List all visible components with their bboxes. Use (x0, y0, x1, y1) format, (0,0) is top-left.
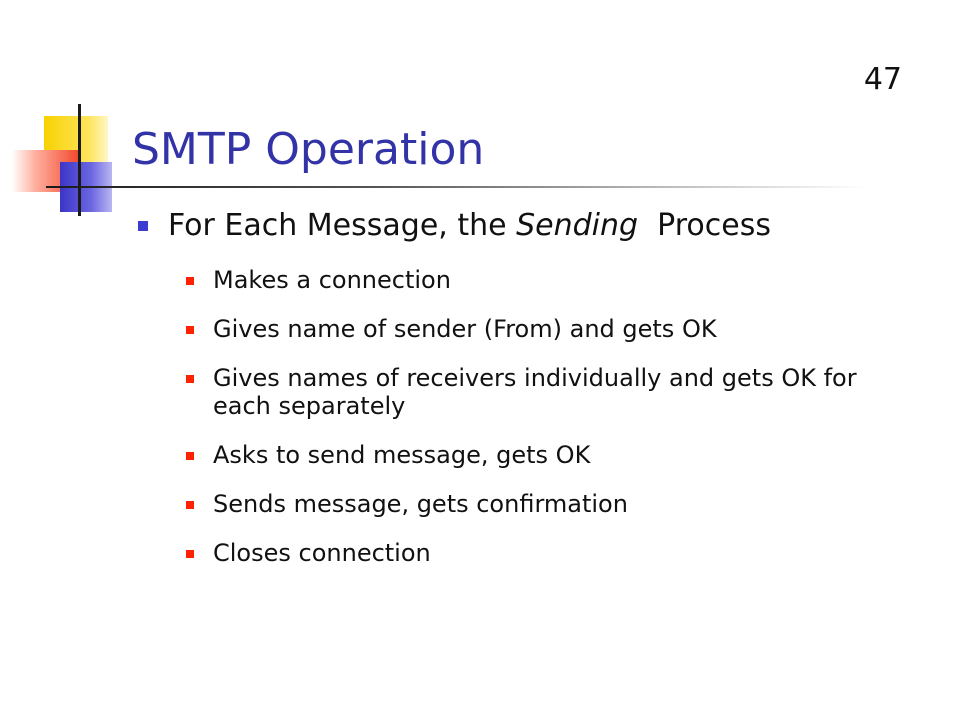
sub-bullet-item (186, 364, 886, 420)
square-bullet-icon (186, 375, 194, 383)
sub-bullet-item (186, 490, 886, 518)
square-bullet-icon (138, 221, 148, 231)
main-bullet-text-start: For Each Message, the (168, 208, 517, 243)
sub-bullet-text: Sends message, gets confirmation (213, 490, 628, 518)
sub-bullet-list (186, 266, 886, 588)
square-bullet-icon (186, 501, 194, 509)
main-bullet-emphasis: Sending (516, 208, 639, 243)
sub-bullet-text: Gives names of receivers individually and gets OK for each separately (213, 364, 857, 420)
sub-bullet-item (186, 539, 886, 567)
sub-bullet-item (186, 315, 886, 343)
square-bullet-icon (186, 277, 194, 285)
square-bullet-icon (186, 550, 194, 558)
title-decoration-vertical-line (78, 104, 81, 216)
main-bullet-text (168, 208, 771, 243)
sub-bullet-text: Asks to send message, gets OK (213, 441, 591, 469)
slide-number: 47 (863, 62, 902, 97)
main-bullet-text-end: Process (638, 208, 771, 243)
sub-bullet-text: Makes a connection (213, 266, 451, 294)
slide-title: SMTP Operation (132, 124, 485, 175)
square-bullet-icon (186, 326, 194, 334)
sub-bullet-item (186, 266, 886, 294)
sub-bullet-text: Gives name of sender (From) and gets OK (213, 315, 717, 343)
main-bullet-item (138, 208, 771, 243)
square-bullet-icon (186, 452, 194, 460)
sub-bullet-text: Closes connection (213, 539, 431, 567)
sub-bullet-item (186, 441, 886, 469)
title-underline (46, 186, 866, 188)
